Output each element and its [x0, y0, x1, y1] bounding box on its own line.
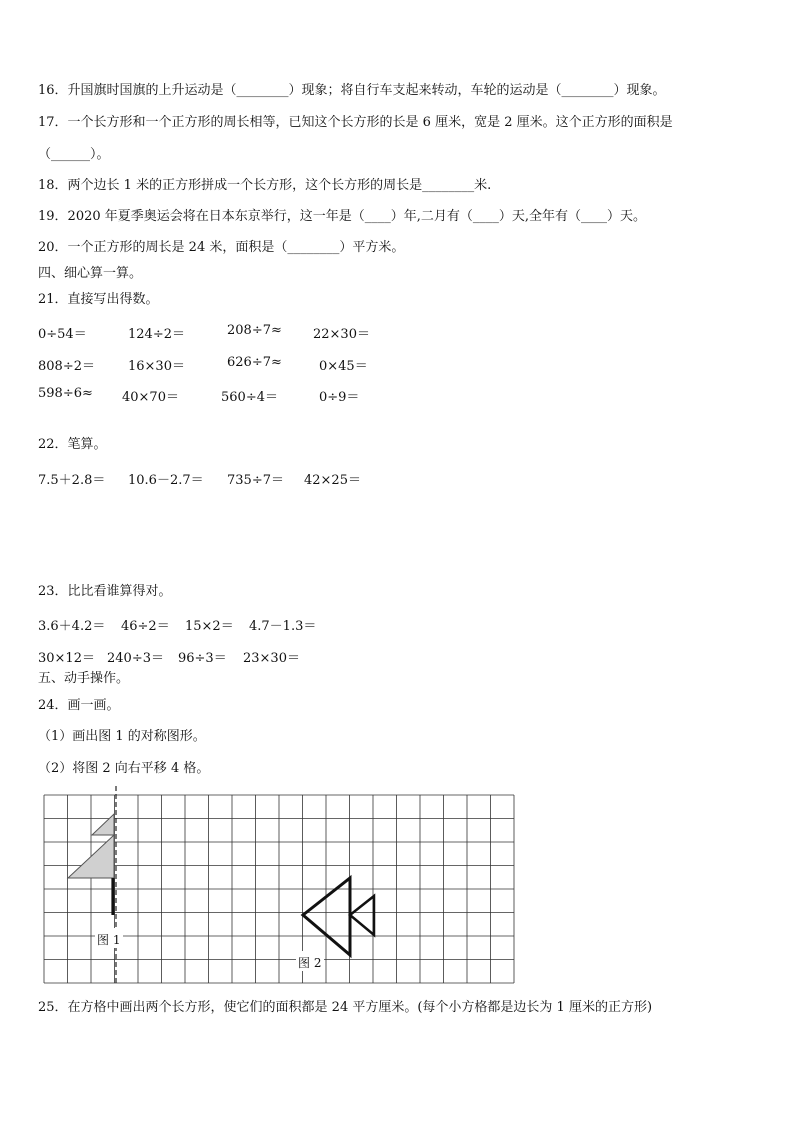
calc-item: 42×25＝ [304, 473, 361, 488]
question-25: 25．在方格中画出两个长方形，使它们的面积都是 24 平方厘米。(每个小方格都是边长为 1 厘米的正方形) [38, 1000, 653, 1015]
calc-item: 40×70＝ [122, 390, 179, 405]
calc-item: 3.6＋4.2＝ [38, 619, 106, 634]
calc-item: 560÷4＝ [221, 390, 278, 405]
calc-item: 598÷6≈ [38, 386, 93, 401]
calc-item: 808÷2＝ [38, 359, 95, 374]
figure-2-label: 图 2 [298, 956, 322, 970]
question-24-part-2: （2）将图 2 向右平移 4 格。 [38, 761, 210, 776]
figure-1-label: 图 1 [97, 933, 121, 947]
calc-item: 10.6－2.7＝ [128, 473, 204, 488]
calc-item: 22×30＝ [313, 327, 370, 342]
calc-item: 0÷9＝ [319, 390, 360, 405]
figure-2-large-triangle [303, 878, 350, 955]
question-19: 19．2020 年夏季奥运会将在日本东京举行，这一年是（____）年,二月有（____）天,全年有（____）天。 [38, 209, 647, 224]
calc-item: 15×2＝ [185, 619, 234, 634]
calc-item: 46÷2＝ [121, 619, 170, 634]
figure-2-small-triangle [350, 896, 374, 935]
calc-item: 240÷3＝ [107, 651, 164, 666]
figure-1-top-triangle [92, 814, 114, 835]
question-22: 22．笔算。 [38, 437, 107, 452]
calc-item: 96÷3＝ [178, 651, 227, 666]
calc-item: 0÷54＝ [38, 327, 87, 342]
section-5-heading: 五、动手操作。 [38, 671, 130, 686]
question-21: 21．直接写出得数。 [38, 292, 159, 307]
section-4-heading: 四、细心算一算。 [38, 266, 143, 281]
question-17-line2: （______）。 [38, 147, 110, 162]
calc-item: 735÷7＝ [227, 473, 284, 488]
calc-item: 23×30＝ [243, 651, 300, 666]
calc-item: 7.5＋2.8＝ [38, 473, 106, 488]
calc-item: 626÷7≈ [227, 355, 282, 370]
question-20: 20．一个正方形的周长是 24 米，面积是（________）平方米。 [38, 240, 405, 255]
question-16: 16．升国旗时国旗的上升运动是（________）现象；将自行车支起来转动，车轮的运动是（________）现象。 [38, 83, 666, 98]
question-24: 24．画一画。 [38, 698, 120, 713]
calc-item: 0×45＝ [319, 359, 368, 374]
calc-item: 16×30＝ [128, 359, 185, 374]
question-23: 23．比比看谁算得对。 [38, 584, 172, 599]
calc-item: 208÷7≈ [227, 323, 282, 338]
question-24-part-1: （1）画出图 1 的对称图形。 [38, 729, 206, 744]
calc-item: 4.7－1.3＝ [249, 619, 317, 634]
question-17-line1: 17．一个长方形和一个正方形的周长相等，已知这个长方形的长是 6 厘米，宽是 2 厘米。这个正方形的面积是 [38, 115, 673, 130]
calc-item: 124÷2＝ [128, 327, 185, 342]
calc-item: 30×12＝ [38, 651, 95, 666]
question-18: 18．两个边长 1 米的正方形拼成一个长方形，这个长方形的周长是________米. [38, 178, 492, 193]
